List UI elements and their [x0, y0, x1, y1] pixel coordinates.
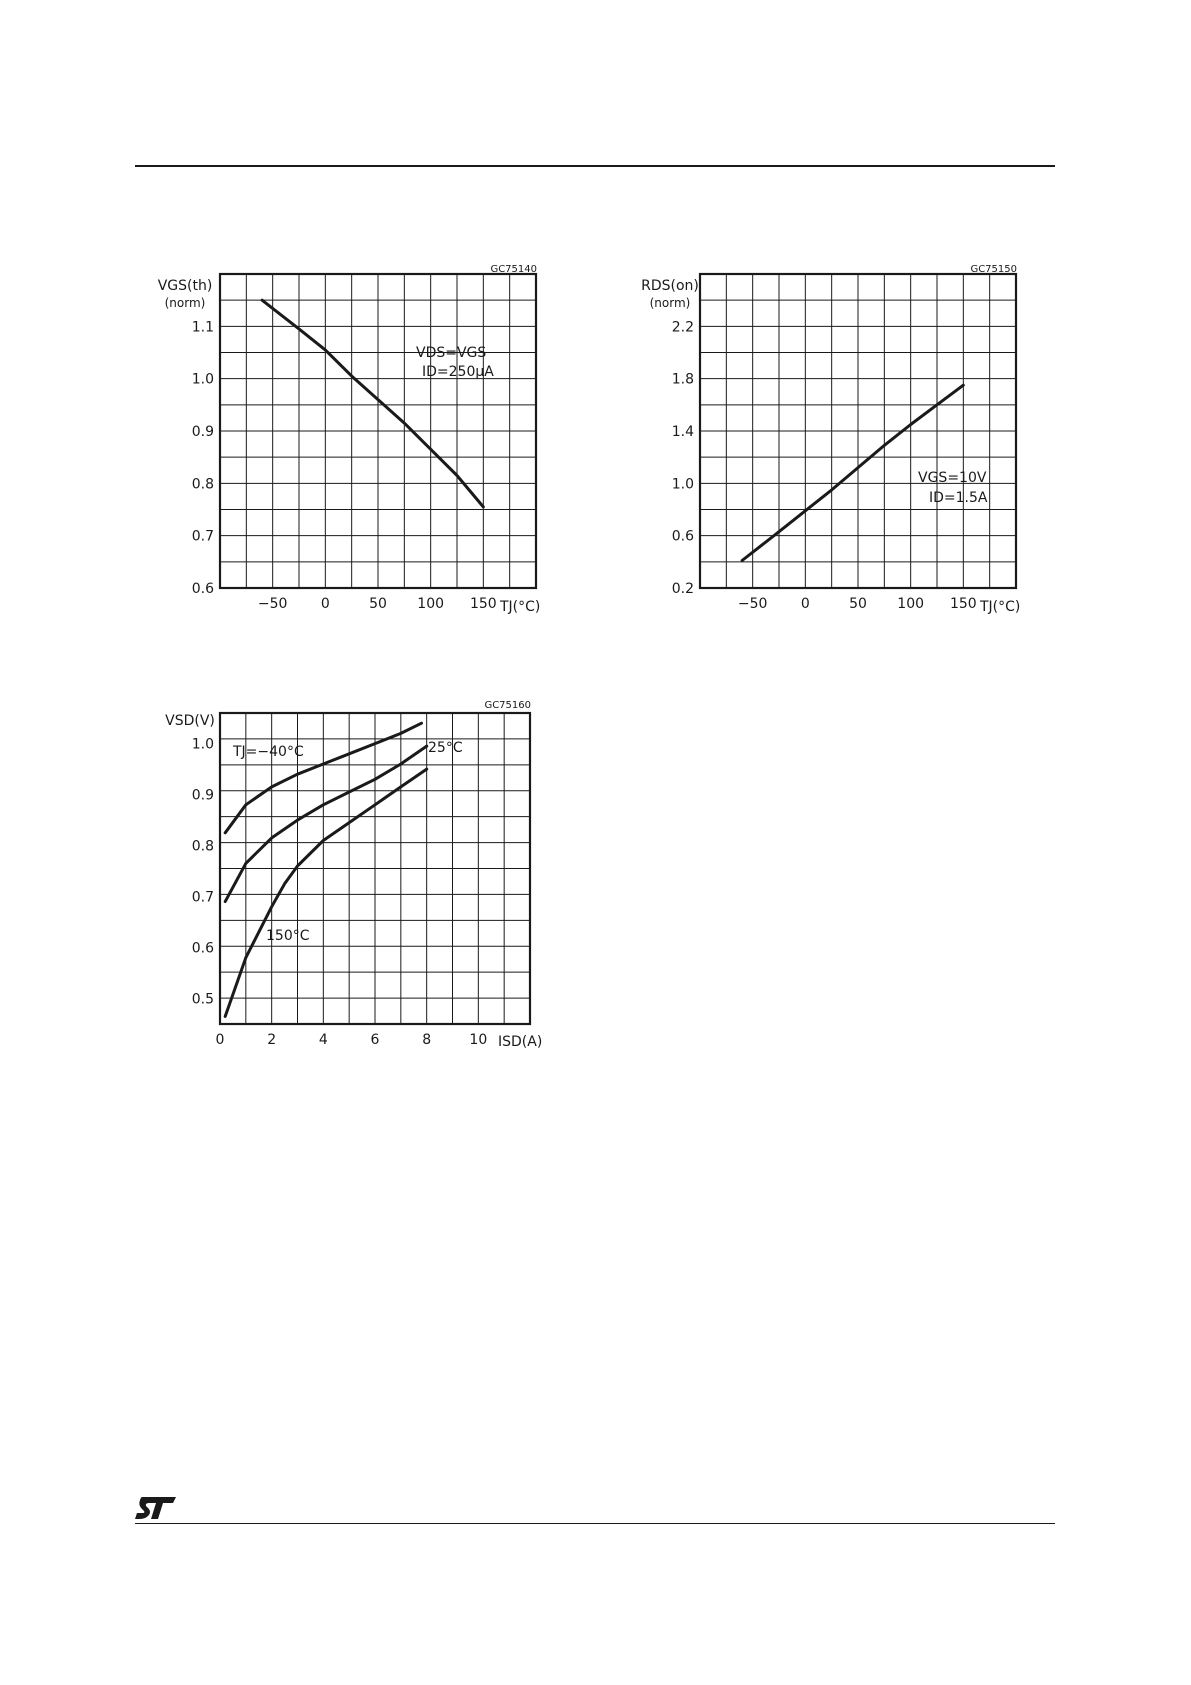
x-tick-label: 150: [949, 596, 977, 612]
y-tick-label: 0.7: [191, 889, 214, 906]
series-line-1: [225, 746, 427, 902]
x-tick-label: 0: [215, 1032, 225, 1048]
x-tick-label: 50: [369, 596, 387, 612]
st-logo: [134, 1494, 178, 1526]
y-axis-label-sub: (norm): [649, 296, 691, 310]
header-rule: [135, 165, 1055, 167]
chart-code: GC75150: [970, 264, 1017, 275]
y-tick-label: 0.6: [191, 581, 214, 597]
x-tick-label: 6: [370, 1032, 380, 1048]
st-logo-icon: [134, 1494, 178, 1522]
series-line-2: [225, 769, 427, 1016]
x-tick-label: 10: [469, 1032, 488, 1048]
series-line-0: [262, 300, 483, 507]
x-axis-label: ISD(A): [498, 1034, 543, 1050]
x-tick-label: 0: [320, 596, 330, 612]
chart-code: GC75140: [490, 264, 537, 275]
series-label-150: 150°C: [266, 928, 310, 944]
y-tick-label: 1.0: [191, 371, 214, 388]
y-axis-label: VSD(V): [165, 713, 215, 729]
x-tick-label: 0: [800, 596, 810, 612]
chart-vsd: [150, 698, 550, 1058]
series-group: [262, 300, 483, 507]
chart-vsd-svg: [150, 698, 550, 1058]
y-axis-label-sub: (norm): [164, 296, 206, 310]
y-tick-label: 0.7: [191, 528, 214, 545]
y-tick-label: 1.0: [671, 476, 694, 493]
x-tick-label: −50: [737, 596, 768, 612]
y-tick-label: 1.0: [191, 736, 214, 753]
annotation-line-1: VGS=10V: [918, 470, 987, 486]
grid: [700, 274, 1016, 588]
x-tick-label: 150: [469, 596, 497, 612]
x-tick-label: 100: [417, 596, 445, 612]
x-tick-label: −50: [257, 596, 288, 612]
y-tick-label: 1.1: [191, 319, 214, 336]
series-label-25: 25°C: [428, 740, 463, 756]
annotation-line-2: ID=1.5A: [929, 490, 988, 506]
footer-rule: [135, 1523, 1055, 1524]
chart-rds-on: [630, 262, 1030, 622]
y-tick-label: 1.8: [671, 371, 694, 388]
x-axis-label: TJ(°C): [500, 599, 541, 615]
annotation-line-2: ID=250μA: [422, 364, 494, 380]
y-tick-label: 0.8: [191, 838, 214, 855]
grid: [220, 274, 536, 588]
chart-vgs-th-svg: [150, 262, 550, 622]
chart-code: GC75160: [484, 700, 531, 711]
y-tick-label: 2.2: [671, 319, 694, 336]
annotation-line-1: VDS=VGS: [416, 345, 487, 361]
chart-rds-on-svg: [630, 262, 1030, 622]
y-axis-label: RDS(on): [641, 278, 699, 294]
x-axis-label: TJ(°C): [980, 599, 1021, 615]
series-label-minus40: TJ=−40°C: [233, 744, 304, 760]
y-tick-label: 0.9: [191, 424, 214, 440]
y-tick-label: 1.4: [671, 424, 694, 440]
x-tick-label: 100: [897, 596, 925, 612]
tick-labels: [192, 737, 488, 1048]
y-tick-label: 0.5: [191, 991, 214, 1008]
x-tick-label: 50: [849, 596, 867, 612]
y-axis-label: VGS(th): [157, 278, 213, 294]
y-tick-label: 0.9: [191, 787, 214, 804]
chart-vgs-th: [150, 262, 550, 622]
y-tick-label: 0.6: [191, 940, 214, 957]
x-tick-label: 8: [422, 1032, 432, 1048]
y-tick-label: 0.8: [191, 476, 214, 493]
y-tick-label: 0.2: [671, 581, 694, 597]
y-tick-label: 0.6: [671, 528, 694, 545]
tick-labels: [672, 319, 977, 612]
x-tick-label: 2: [267, 1032, 277, 1048]
x-tick-label: 4: [318, 1032, 328, 1048]
